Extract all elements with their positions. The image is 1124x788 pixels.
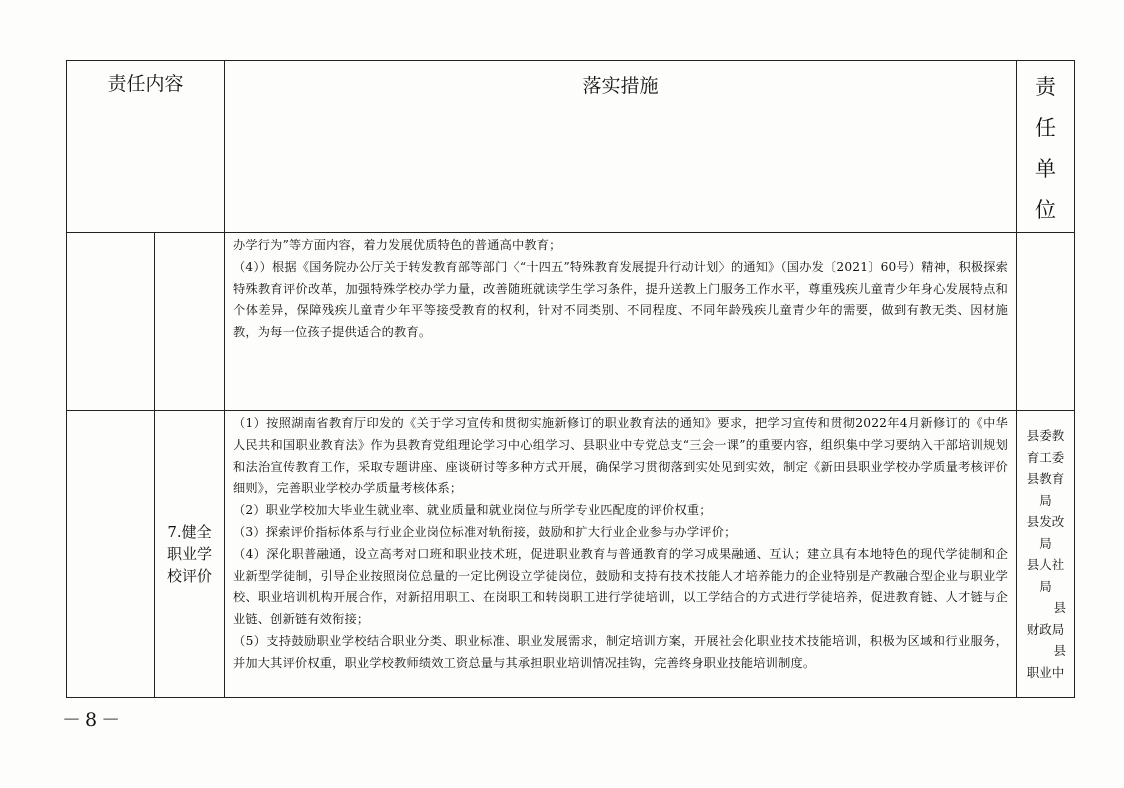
header-unit-char: 位 [1035, 198, 1057, 222]
responsible-units-cell [1017, 411, 1075, 698]
unit-line: 县委教 [1026, 428, 1065, 443]
measure-item: （3）探索评价指标体系与行业企业岗位标准对轨衔接，鼓励和扩大行业企业参与办学评价； [233, 524, 737, 539]
table-row [67, 411, 1075, 698]
unit-line: 局 [1039, 492, 1052, 508]
header-unit-cell [1017, 61, 1075, 233]
measure-item: （1）按照湖南省教育厅印发的《关于学习宣传和贯彻实施新修订的职业教育法的通知》要求，把学习宣传和贯彻2022年4月新修订的《中华人民共和国职业教育法》作为县教育党组理论学习中心组学习、县职业中专党总支“三会一课”的重要内容，组织集中学习要纳入干部培训规划和法治宣传教育工作，采取专题讲座、座谈研讨等多种方式开展，确保学习贯彻落到实处见到实效，制定《新田县职业学校办学质量考核评价细则》，完善职业学校办学质量考核体系； [233, 416, 1009, 496]
table-row [67, 233, 1075, 411]
header-measures-cell [225, 61, 1017, 233]
unit-line: 县发改 [1026, 514, 1065, 529]
header-unit-char: 单 [1035, 157, 1057, 181]
unit-line: 县 [1053, 600, 1067, 615]
category-line: 职业学 [167, 545, 213, 563]
blank-category-cell [67, 233, 155, 411]
measure-item: （4）深化职普融通，设立高考对口班和职业技术班，促进职业教育与普通教育的学习成果融通、互认；建立具有本地特色的现代学徒制和企业新型学徒制，引导企业按照岗位总量的一定比例设立学徒岗位，鼓励和支持有技术技能人才培养能力的企业特别是产教融合型企业与职业学校、职业培训机构开展合作，对新招用职工、在岗职工和转岗职工进行学徒培训，以工学结合的方式进行学徒培养，促进教育链、人才链与企业链、创新链有效衔接； [233, 546, 1009, 627]
measures-cell [225, 233, 1017, 411]
header-unit-char: 任 [1035, 116, 1057, 140]
unit-line: 育工委 [1026, 449, 1065, 465]
unit-line: 局 [1039, 535, 1052, 551]
header-row [67, 61, 1075, 233]
header-measures-label: 落实措施 [582, 75, 659, 97]
measure-item: （2）职业学校加大毕业生就业率、就业质量和就业岗位与所学专业匹配度的评价权重； [233, 503, 712, 518]
measure-item: （5）支持鼓励职业学校结合职业分类、职业标准、职业发展需求，制定培训方案，开展社会化职业技术技能培训，积极为区域和行业服务，并加大其评价权重，职业学校教师绩效工资总量与其承担职业培训情况挂钩，完善终身职业技能培训制度。 [233, 633, 1009, 670]
blank-unit-cell [1017, 233, 1075, 411]
blank-category-cell [67, 411, 155, 698]
responsibility-table [66, 60, 1075, 698]
unit-line: 职业中 [1026, 664, 1065, 680]
unit-line: 县 [1053, 643, 1067, 658]
unit-line: 局 [1039, 578, 1052, 594]
measure-text: （4））根据《国务院办公厅关于转发教育部等部门〈“十四五”特殊教育发展提升行动计划〉的通知》（国办发〔2021〕60号）精神，积极探索特殊教育评价改革，加强特殊学校办学力量，改善随班就读学生学习条件，提升送教上门服务工作水平，尊重残疾儿童青少年身心发展特点和个体差异，保障残疾儿童青少年平等接受教育的权利，针对不同类别、不同程度、不同年龄残疾儿童青少年的需要，做到有教无类、因材施教，为每一位孩子提供适合的教育。 [233, 259, 1009, 340]
page-number: －8－ [62, 709, 125, 731]
blank-subcategory-cell [155, 233, 225, 411]
unit-line: 县教育 [1026, 471, 1065, 486]
category-line: 7.健全 [167, 523, 212, 541]
category-cell [155, 411, 225, 698]
measures-cell [225, 411, 1017, 698]
unit-line: 县人社 [1026, 557, 1065, 572]
header-content-label: 责任内容 [107, 73, 184, 95]
header-content-cell [67, 61, 225, 233]
category-line: 校评价 [167, 567, 213, 585]
measure-text: 办学行为”等方面内容，着力发展优质特色的普通高中教育； [233, 238, 562, 252]
unit-line: 财政局 [1026, 621, 1065, 637]
header-unit-char: 责 [1035, 75, 1057, 99]
